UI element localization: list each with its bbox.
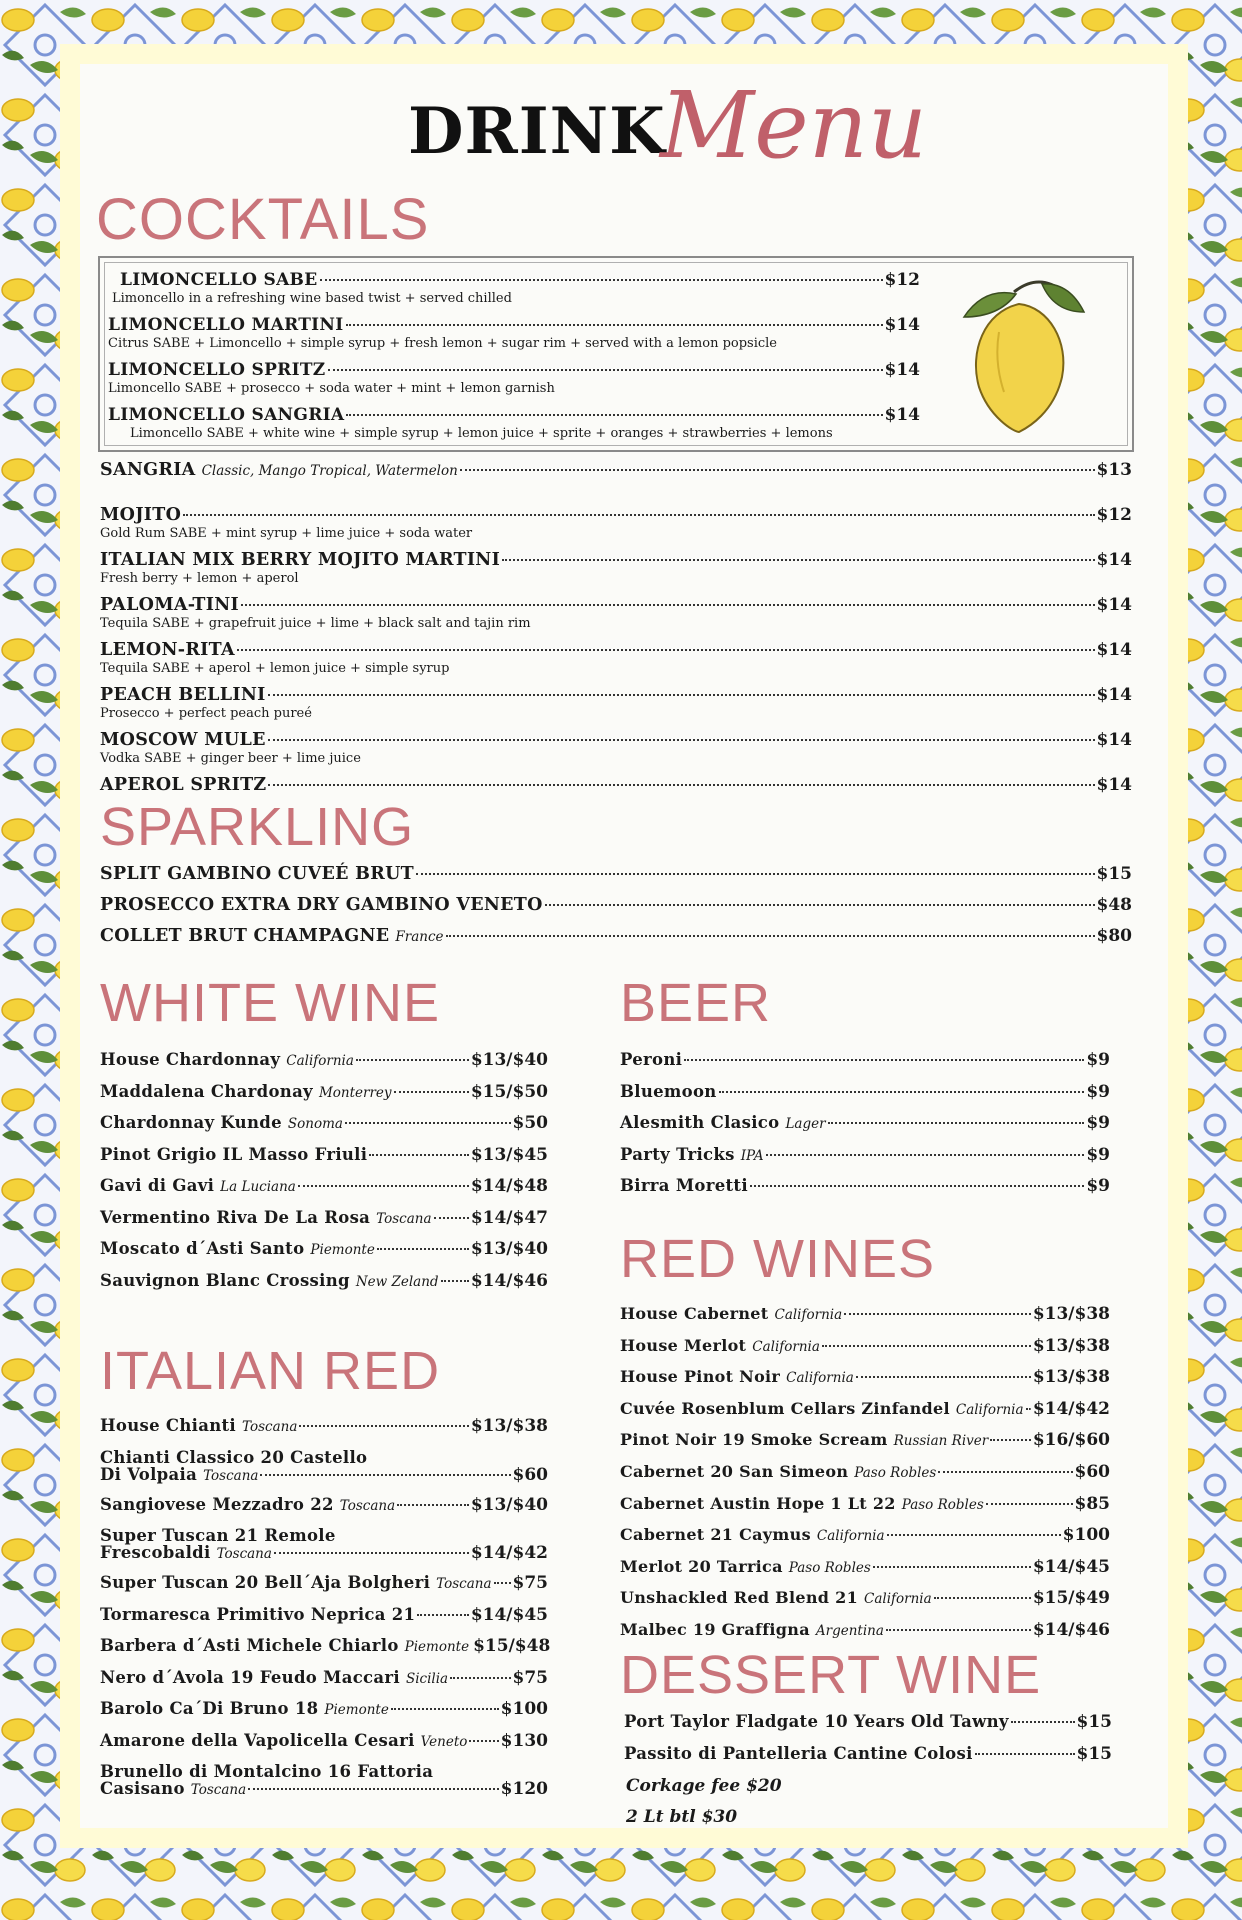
menu-item-row [100, 595, 1132, 615]
item-name-line2: Frescobaldi [100, 1543, 211, 1562]
menu-item-row [100, 895, 1132, 915]
dot-leader [356, 1059, 469, 1061]
item-region: Toscana [376, 1210, 432, 1227]
item-price: $75 [512, 1667, 548, 1688]
item-name: APEROL SPRITZ [100, 775, 267, 795]
menu-item-row [100, 1495, 548, 1515]
item-region: Sonoma [287, 1116, 343, 1132]
menu-item-row [100, 1082, 548, 1102]
item-price: $14/$47 [470, 1207, 548, 1228]
item-name: Port Taylor Fladgate 10 Years Old Tawny [624, 1712, 1009, 1731]
menu-item-row [100, 1605, 548, 1625]
section-title: SPARKLING [100, 797, 415, 857]
menu-item-row [624, 1712, 1112, 1732]
item-price: $13/$45 [470, 1144, 548, 1165]
menu-item-row [620, 1399, 1110, 1419]
menu-item-row [100, 505, 1132, 525]
item-price: $16/$60 [1032, 1430, 1110, 1451]
menu-item-row [100, 1113, 548, 1133]
item-region: Toscana [242, 1419, 298, 1435]
menu-item-row [100, 1208, 548, 1228]
section-title: RED WINES [620, 1229, 936, 1289]
section-title: COCKTAILS [96, 187, 430, 252]
item-region: California [774, 1307, 843, 1323]
dot-leader [1011, 1721, 1075, 1723]
item-price: $75 [512, 1573, 548, 1593]
item-region: La Luciana [220, 1179, 296, 1195]
item-price: $9 [1086, 1113, 1110, 1133]
item-price: $100 [500, 1699, 548, 1719]
item-price: $15 [1096, 864, 1132, 884]
item-name: LEMON-RITA [100, 640, 235, 660]
item-price: $15/$49 [1032, 1588, 1110, 1609]
menu-item-row [100, 550, 1132, 570]
dot-leader [369, 1154, 468, 1156]
menu-item-row [620, 1462, 1110, 1482]
menu-item-row [100, 460, 1132, 480]
dot-leader [450, 1677, 510, 1679]
item-name: Barbera d´Asti Michele Chiarlo [100, 1636, 399, 1655]
item-price: $14 [1096, 595, 1132, 615]
item-description: Tequila SABE + grapefruit juice + lime + black salt and tajin rim [100, 616, 531, 631]
item-price: $13/$40 [470, 1494, 548, 1515]
item-price: $50 [512, 1113, 548, 1133]
item-name: Amarone della Vapolicella Cesari [100, 1730, 415, 1750]
item-price: $14 [884, 360, 920, 380]
item-price: $14 [1096, 640, 1132, 660]
dot-leader [377, 1248, 469, 1250]
item-name: LIMONCELLO SABE [120, 270, 318, 290]
dot-leader [434, 1217, 469, 1219]
dot-leader [545, 904, 1095, 906]
item-region: Toscana [190, 1782, 247, 1798]
item-price: $120 [500, 1779, 548, 1799]
dot-leader [873, 1566, 1031, 1568]
item-name: PROSECCO EXTRA DRY GAMBINO VENETO [100, 895, 543, 915]
dot-leader [684, 1059, 1084, 1061]
dot-leader [975, 1753, 1075, 1755]
item-price: $60 [512, 1464, 548, 1485]
menu-item-row [620, 1588, 1110, 1608]
item-name: Barolo Ca´Di Bruno 18 [100, 1699, 319, 1718]
menu-item-row [100, 926, 1132, 946]
dot-leader [268, 739, 1095, 741]
menu-item-row [620, 1525, 1110, 1545]
item-name: House Chardonnay [100, 1050, 281, 1069]
menu-item-row [100, 1145, 548, 1165]
item-price: $14/$42 [1032, 1398, 1110, 1419]
item-price: $14/$45 [1032, 1556, 1110, 1577]
dot-leader [766, 1154, 1085, 1156]
menu-item-row [620, 1113, 1110, 1133]
item-name: Cabernet 21 Caymus [620, 1525, 811, 1545]
menu-item-row [100, 1416, 548, 1436]
item-name: LIMONCELLO SANGRIA [108, 405, 345, 425]
menu-item-row [100, 1050, 548, 1070]
dot-leader [1026, 1408, 1031, 1410]
item-price: $15/$50 [470, 1081, 548, 1102]
item-region: Piemonte [404, 1639, 470, 1655]
item-name: SANGRIA [100, 460, 196, 480]
menu-item-row [100, 1699, 548, 1719]
item-name: Cabernet Austin Hope 1 Lt 22 [620, 1493, 896, 1513]
dot-leader [938, 1471, 1072, 1473]
lemon-illustration-icon [944, 272, 1094, 437]
item-price: $14 [1096, 685, 1132, 705]
menu-item-row [620, 1430, 1110, 1450]
dot-leader [274, 1552, 469, 1554]
item-description: Limoncello SABE + white wine + simple syrup + lemon juice + sprite + oranges + strawberries + lemons [130, 426, 833, 441]
item-name: Vermentino Riva De La Rosa [100, 1207, 371, 1227]
footer-note: Corkage fee $20 [626, 1776, 782, 1796]
item-price: $80 [1096, 926, 1132, 946]
item-region: France [395, 929, 444, 945]
section-title: ITALIAN RED [100, 1341, 441, 1401]
menu-item-row [620, 1176, 1110, 1196]
item-price: $14 [1096, 730, 1132, 750]
dot-leader [298, 1185, 469, 1187]
item-region: California [752, 1338, 820, 1355]
menu-item-row [100, 1779, 548, 1799]
item-region: Paso Robles [901, 1496, 984, 1513]
item-price: $14/$42 [470, 1543, 548, 1563]
dot-leader [828, 1122, 1085, 1124]
item-name: Cabernet 20 San Simeon [620, 1462, 849, 1481]
item-price: $14 [1096, 550, 1132, 570]
item-name: Moscato d´Asti Santo [100, 1239, 305, 1258]
item-price: $14/$46 [470, 1270, 548, 1291]
dot-leader [844, 1313, 1031, 1315]
menu-item-row [620, 1367, 1110, 1387]
dot-leader [417, 1614, 468, 1616]
item-price: $13/$38 [1032, 1335, 1110, 1356]
item-name: Sangiovese Mezzadro 22 [100, 1494, 334, 1514]
item-price: $15/$48 [473, 1636, 551, 1656]
item-name: Peroni [620, 1050, 683, 1069]
dot-leader [502, 559, 1094, 561]
item-price: $15 [1076, 1712, 1112, 1732]
item-price: $13/$40 [470, 1239, 548, 1259]
menu-item-row [620, 1304, 1110, 1324]
item-name: Unshackled Red Blend 21 [620, 1588, 859, 1608]
menu-item-row [620, 1494, 1110, 1514]
item-name: Party Tricks [620, 1144, 735, 1164]
menu-item-row [100, 1543, 548, 1563]
item-region: California [286, 1053, 354, 1069]
menu-item-row [100, 1573, 548, 1593]
menu-item-row [100, 1239, 548, 1259]
item-name-line2: Casisano [100, 1779, 185, 1798]
item-price: $12 [884, 270, 920, 290]
item-price: $130 [500, 1730, 548, 1751]
item-region: California [955, 1401, 1024, 1418]
menu-item-row [624, 1744, 1112, 1764]
item-description: Fresh berry + lemon + aperol [100, 571, 299, 586]
item-region: Classic, Mango Tropical, Watermelon [201, 463, 458, 479]
item-price: $14/$48 [470, 1176, 548, 1196]
item-price: $9 [1086, 1081, 1110, 1102]
item-name: Merlot 20 Tarrica [620, 1556, 783, 1576]
dot-leader [934, 1597, 1031, 1599]
item-region: Veneto [420, 1733, 468, 1750]
item-price: $60 [1074, 1462, 1110, 1482]
menu-item-row [100, 775, 1132, 795]
menu-item-row [620, 1620, 1110, 1640]
menu-item-row [620, 1082, 1110, 1102]
dot-leader [397, 1504, 469, 1506]
item-region: Paso Robles [854, 1465, 937, 1481]
menu-item-row [100, 864, 1132, 884]
item-region: Piemonte [310, 1242, 375, 1258]
item-region: California [864, 1591, 932, 1608]
menu-item-row [100, 1731, 548, 1751]
menu-item-row [100, 1176, 548, 1196]
item-name: Super Tuscan 20 Bell´Aja Bolgheri [100, 1573, 431, 1592]
dot-leader [345, 1122, 511, 1124]
item-region: Russian River [893, 1433, 989, 1450]
item-region: California [786, 1370, 854, 1387]
dot-leader [822, 1345, 1031, 1347]
item-name: Sauvignon Blanc Crossing [100, 1270, 350, 1290]
section-title: BEER [620, 973, 772, 1033]
item-region: Toscana [216, 1546, 272, 1562]
menu-item-row [620, 1557, 1110, 1577]
item-description: Prosecco + perfect peach pureé [100, 706, 312, 721]
menu-item-row [620, 1050, 1110, 1070]
item-name: COLLET BRUT CHAMPAGNE [100, 926, 390, 946]
item-price: $14/$46 [1032, 1620, 1110, 1640]
item-region: California [816, 1528, 885, 1545]
dot-leader [299, 1425, 468, 1427]
item-name: MOSCOW MULE [100, 730, 266, 750]
item-price: $100 [1062, 1525, 1110, 1546]
item-region: Toscana [436, 1576, 492, 1592]
section-title: WHITE WINE [100, 973, 440, 1033]
item-price: $13/$38 [1032, 1304, 1110, 1324]
dot-leader [241, 604, 1094, 606]
item-name: Alesmith Clasico [620, 1113, 780, 1132]
dot-leader [446, 935, 1095, 937]
title-drink: DRINK [408, 94, 666, 169]
item-name: Tormaresca Primitivo Neprica 21 [100, 1604, 416, 1624]
item-description: Citrus SABE + Limoncello + simple syrup + fresh lemon + sugar rim + served with a lemon popsicle [108, 336, 778, 351]
item-name: Passito di Pantelleria Cantine Colosi [624, 1743, 973, 1763]
item-name: Birra Moretti [620, 1176, 748, 1195]
item-price: $12 [1096, 505, 1132, 525]
dot-leader [416, 873, 1095, 875]
item-name: House Cabernet [620, 1304, 769, 1323]
section-title: DESSERT WINE [620, 1645, 1042, 1705]
item-price: $14 [1096, 775, 1132, 795]
item-region: New Zeland [355, 1273, 439, 1290]
menu-item-row [620, 1336, 1110, 1356]
menu-item-row [100, 1636, 551, 1656]
dot-leader [391, 1708, 499, 1710]
item-price: $9 [1086, 1176, 1110, 1196]
item-name: Super Tuscan 21 Remole [100, 1526, 336, 1545]
item-description: Limoncello SABE + prosecco + soda water + mint + lemon garnish [108, 381, 555, 396]
dot-leader [856, 1376, 1031, 1378]
item-name: SPLIT GAMBINO CUVEÉ BRUT [100, 864, 414, 884]
item-price: $85 [1074, 1493, 1110, 1514]
menu-item-row [100, 1465, 548, 1485]
dot-leader [183, 514, 1094, 516]
item-name: Brunello di Montalcino 16 Fattoria [100, 1762, 434, 1781]
item-name: Pinot Grigio IL Masso Friuli [100, 1144, 368, 1164]
item-region: Monterrey [318, 1084, 392, 1101]
item-name-line2: Di Volpaia [100, 1464, 198, 1484]
dot-leader [886, 1629, 1031, 1631]
menu-item-row [100, 685, 1132, 705]
dot-leader [719, 1091, 1085, 1093]
item-name: LIMONCELLO MARTINI [108, 315, 344, 335]
item-name: MOJITO [100, 505, 182, 525]
item-region: Argentina [815, 1623, 884, 1639]
item-price: $13 [1096, 460, 1132, 480]
menu-item-row [100, 1271, 548, 1291]
dot-leader [494, 1582, 511, 1584]
item-name: ITALIAN MIX BERRY MOJITO MARTINI [100, 550, 501, 570]
item-region: Sicilia [405, 1670, 449, 1687]
item-price: $48 [1096, 895, 1132, 915]
item-name: Gavi di Gavi [100, 1176, 215, 1195]
item-price: $14 [884, 405, 920, 425]
dot-leader [268, 694, 1095, 696]
dot-leader [460, 469, 1095, 471]
item-price: $13/$40 [470, 1050, 548, 1070]
item-region: IPA [740, 1147, 764, 1164]
dot-leader [441, 1280, 469, 1282]
menu-item-row [100, 1668, 548, 1688]
dot-leader [394, 1091, 469, 1093]
item-price: $13/$38 [470, 1416, 548, 1436]
item-name: Nero d´Avola 19 Feudo Maccari [100, 1667, 400, 1687]
menu-item-row [100, 640, 1132, 660]
item-name: PALOMA-TINI [100, 595, 240, 615]
item-region: Piemonte [324, 1702, 389, 1718]
item-price: $14 [884, 315, 920, 335]
item-description: Gold Rum SABE + mint syrup + lime juice + soda water [100, 526, 473, 541]
dot-leader [268, 784, 1094, 786]
item-price: $9 [1086, 1050, 1110, 1070]
item-price: $15 [1076, 1743, 1112, 1764]
item-price: $13/$38 [1032, 1367, 1110, 1388]
dot-leader [887, 1534, 1061, 1536]
title-menu-script: Menu [660, 72, 928, 179]
item-name: Chardonnay Kunde [100, 1113, 282, 1132]
dot-leader [260, 1474, 510, 1476]
item-name: Malbec 19 Graffigna [620, 1620, 810, 1639]
menu-item-row [100, 730, 1132, 750]
item-name: Maddalena Chardonay [100, 1081, 313, 1101]
item-name: House Merlot [620, 1335, 747, 1355]
menu-item-row [620, 1145, 1110, 1165]
footer-note: 2 Lt btl $30 [626, 1807, 738, 1827]
dot-leader [469, 1740, 498, 1742]
item-region: Toscana [339, 1497, 396, 1514]
item-description: Limoncello in a refreshing wine based twist + served chilled [112, 291, 512, 306]
item-name: Pinot Noir 19 Smoke Scream [620, 1430, 888, 1450]
item-name: Bluemoon [620, 1081, 717, 1101]
dot-leader [248, 1788, 499, 1790]
item-name: House Pinot Noir [620, 1367, 781, 1387]
dot-leader [986, 1503, 1073, 1505]
dot-leader [990, 1439, 1031, 1441]
dot-leader [237, 649, 1095, 651]
item-description: Vodka SABE + ginger beer + lime juice [100, 751, 361, 766]
item-region: Lager [785, 1116, 826, 1132]
item-name: Chianti Classico 20 Castello [100, 1447, 368, 1467]
item-description: Tequila SABE + aperol + lemon juice + simple syrup [100, 661, 450, 676]
item-region: Paso Robles [788, 1559, 871, 1576]
item-price: $14/$45 [470, 1604, 548, 1625]
item-name: PEACH BELLINI [100, 685, 266, 705]
item-name: House Chianti [100, 1416, 236, 1435]
item-name: Cuvée Rosenblum Cellars Zinfandel [620, 1398, 950, 1418]
item-price: $9 [1086, 1144, 1110, 1165]
item-region: Toscana [203, 1467, 259, 1484]
dot-leader [750, 1185, 1084, 1187]
item-name: LIMONCELLO SPRITZ [108, 360, 326, 380]
